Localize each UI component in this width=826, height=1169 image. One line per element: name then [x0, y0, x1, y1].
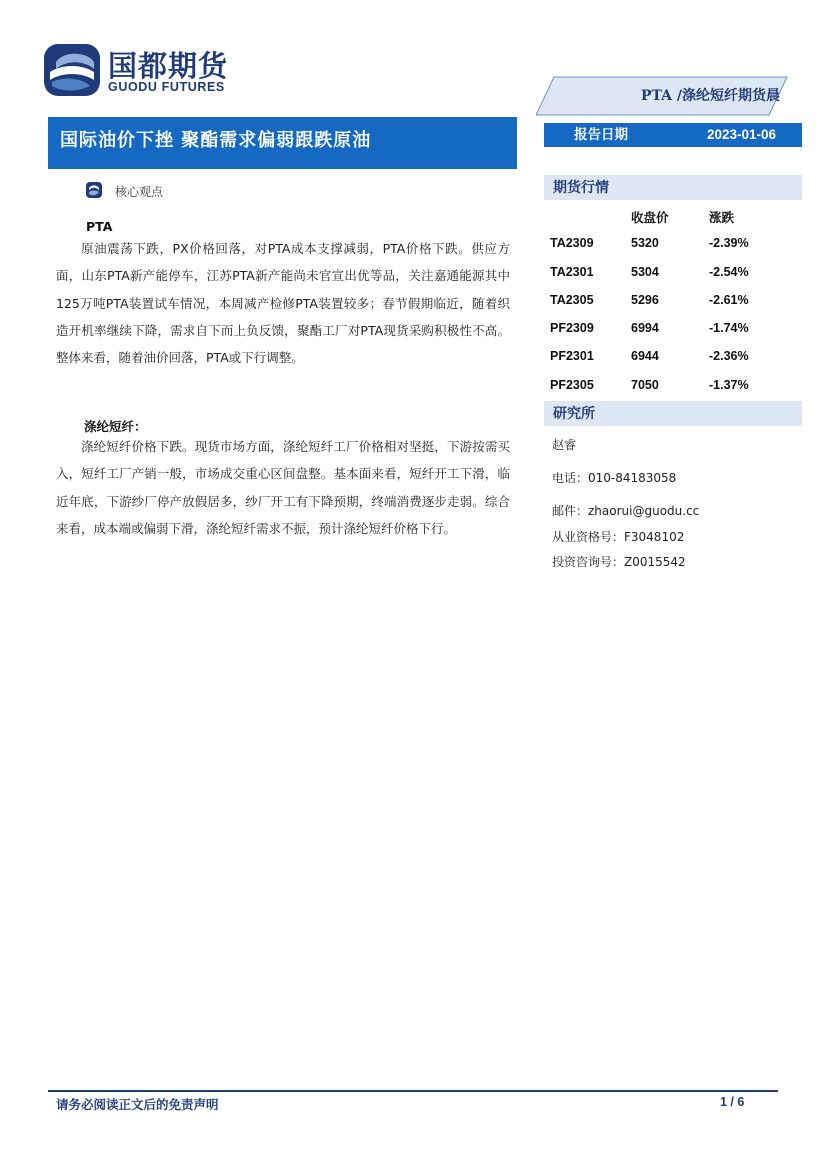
close-price: 5296 — [631, 292, 659, 307]
price-change: -1.74% — [709, 321, 749, 336]
futures-heading: 期货行情 — [553, 180, 609, 196]
price-change: -2.36% — [709, 349, 749, 364]
close-price: 5320 — [631, 236, 659, 251]
company-logo — [42, 42, 252, 98]
analyst-name: 赵睿 — [552, 438, 577, 452]
futures-heading-bar — [544, 175, 802, 200]
research-heading-bar — [544, 401, 802, 426]
footer-divider — [48, 1090, 778, 1092]
close-price: 7050 — [631, 377, 659, 392]
footer-disclaimer: 请务必阅读正文后的免责声明 — [56, 1097, 219, 1112]
table-row — [544, 231, 802, 259]
col-close-label: 收盘价 — [631, 211, 669, 225]
logo-english-name: GUODU FUTURES — [108, 80, 225, 94]
close-price: 6994 — [631, 321, 659, 336]
table-row — [544, 316, 802, 344]
psf-heading: 涤纶短纤： — [84, 419, 147, 434]
report-title-bar — [48, 117, 517, 169]
report-title: 国际油价下挫 聚酯需求偏弱跟跌原油 — [60, 130, 372, 151]
price-change: -1.37% — [709, 377, 749, 392]
report-date-bar — [544, 123, 802, 147]
report-category: PTA /涤纶短纤期货晨 — [640, 88, 780, 104]
research-heading: 研究所 — [553, 406, 595, 422]
contract-code: PF2309 — [550, 321, 594, 336]
analyst-phone: 电话：010-84183058 — [552, 471, 677, 485]
close-price: 6944 — [631, 349, 659, 364]
futures-table — [544, 203, 802, 401]
table-row — [544, 373, 802, 401]
contract-code: TA2309 — [550, 236, 594, 251]
pta-paragraph: 原油震荡下跌，PX价格回落，对PTA成本支撑减弱，PTA价格下跌。供应方面，山东PTA新产能停车，江苏PTA新产能尚未官宣出优等品，关注嘉通能源其中125万吨PTA装置试车情况，本周减产检修PTA装置较多；春节假期临近，随着织造开机率继续下降，需求自下而上负反馈，聚酯工厂对PTA现货采购积极性不高。整体来看，随着油价回落，PTA或下行调整。 — [56, 241, 510, 366]
analyst-email[interactable]: 邮件：zhaorui@guodu.cc — [552, 504, 700, 518]
contract-code: TA2301 — [550, 264, 594, 279]
contract-code: PF2305 — [550, 377, 594, 392]
price-change: -2.39% — [709, 236, 749, 251]
psf-paragraph: 涤纶短纤价格下跌。现货市场方面，涤纶短纤工厂价格相对坚挺，下游按需买入，短纤工厂产销一般，市场成交重心区间盘整。基本面来看，短纤开工下滑，临近年底，下游纱厂停产放假居多，纱厂开工有下降预期，终端消费逐步走弱。综合来看，成本端或偏弱下滑，涤纶短纤需求不振，预计涤纶短纤价格下行。 — [56, 439, 510, 536]
price-change: -2.54% — [709, 264, 749, 279]
report-date-label: 报告日期 — [574, 127, 628, 143]
qualification-number: 从业资格号：F3048102 — [552, 530, 685, 544]
price-change: -2.61% — [709, 292, 749, 307]
page-number: 1 / 6 — [720, 1095, 745, 1109]
col-change-label: 涨跌 — [709, 211, 735, 225]
report-category-banner — [536, 76, 788, 116]
table-row — [544, 288, 802, 316]
contract-code: PF2301 — [550, 349, 594, 364]
logo-chinese-name: 国都期货 — [108, 49, 229, 83]
pta-heading: PTA — [86, 219, 113, 234]
report-date: 2023-01-06 — [706, 127, 776, 142]
core-view-icon — [86, 182, 102, 198]
table-row — [544, 260, 802, 288]
table-row — [544, 344, 802, 372]
core-view-label: 核心观点 — [115, 185, 164, 199]
consult-number: 投资咨询号：Z0015542 — [552, 555, 686, 569]
contract-code: TA2305 — [550, 292, 594, 307]
futures-table-header — [544, 203, 802, 231]
logo-mark-icon — [42, 42, 104, 98]
core-view-heading — [86, 181, 286, 205]
close-price: 5304 — [631, 264, 659, 279]
